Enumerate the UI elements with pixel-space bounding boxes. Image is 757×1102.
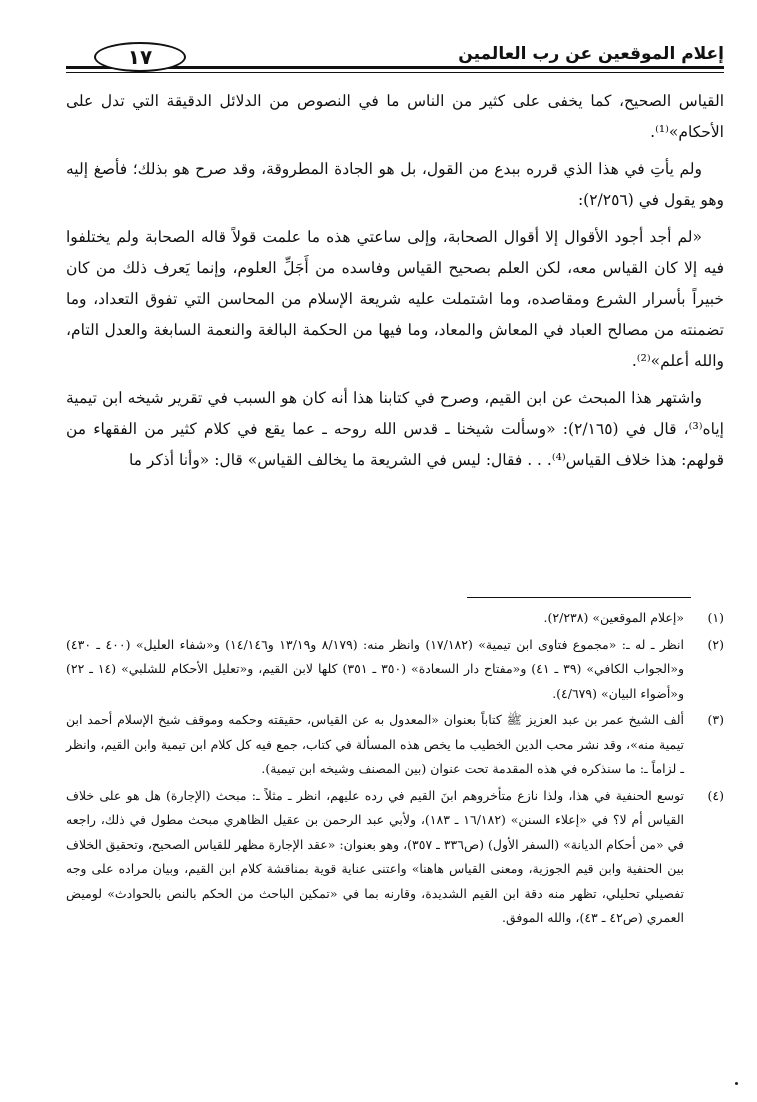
footnote-separator [467, 597, 691, 598]
running-title: إعلام الموقعين عن رب العالمين [458, 44, 724, 64]
page-mark [735, 1082, 738, 1085]
page-header [66, 38, 724, 78]
footnote-number: (١) [707, 610, 724, 625]
footnote-text: «إعلام الموقعين» (٢/٢٣٨). [543, 610, 684, 625]
main-text [66, 86, 724, 482]
footnote [66, 606, 724, 631]
footnote-text: توسع الحنفية في هذا، ولذا نازع متأخروهم ابنَ القيم في رده عليهم، انظر ـ مثلاً ـ: مبحث (الإجارة) هل هو على خلاف القياس أم لا؟ في «إعلاء السنن» (١٦/١٨٢ ـ ١٨٣)، ولأبي عبد الرحمن بن عقيل الظاهري مبحث مطول في ذلك، راجعه في «من أحكام الديانة» (السفر الأول) (ص٣٣٦ ـ ٣٥٧)، وهو بعنوان: «عقد الإجارة مظهر للقياس الصحيح، وتحقيق الخلاف بين الحنفية وابن قيم الجوزية، ومعنى القياس هاهنا» واعتنى عناية قوية بمناقشة كلام ابن القيم، وبيان مراده على وجه تفصيلي تحليلي، تظهر منه دقة ابن القيم الشديدة، وقارنه بما في «تمكين الباحث من الحكم بالنص بالحوادث» لوميض العمري (ص٤٢ ـ ٤٣)، والله الموفق. [66, 787, 685, 925]
footnote [66, 784, 724, 931]
footnote [66, 633, 724, 707]
footnote-number: (٤) [707, 787, 724, 803]
footnote [66, 708, 724, 782]
header-rule-thin [66, 72, 724, 73]
footnote-text: انظر ـ له ـ: «مجموع فتاوى ابن تيمية» (١٧/١٨٢) وانظر منه: (٨/١٧٩ و١٣/١٩ و١٤/١٤٦) و«شفاء العليل» (٤٠٠ ـ ٤٣٠) و«الجواب الكافي» (٣٩ ـ ٤١) و«مفتاح دار السعادة» (٣٥٠ ـ ٣٥١) كلها لابن القيم، و«تعليل الأحكام للشلبي» (١٤ ـ ٢٢) و«أضواء البيان» (٤/٦٧٩). [66, 636, 685, 701]
paragraph-2: ولم يأتِ في هذا الذي قرره ببدع من القول، بل هو الجادة المطروقة، وقد صرح هو بذلك؛ فأصغ إليه وهو يقول في (٢/٢٥٦): [66, 160, 724, 209]
paragraph-4: واشتهر هذا المبحث عن ابن القيم، وصرح في كتابنا هذا أنه كان هو السبب في تقرير شيخه ابن تيمية إياه⁽³⁾، قال في (٢/١٦٥): «وسألت شيخنا ـ قدس الله روحه ـ عما يقع في كلام كثير من الفقهاء من قولهم: هذا خلاف القياس⁽⁴⁾. . . فقال: ليس في الشريعة ما يخالف القياس» قال: «وأنا أذكر ما [66, 389, 724, 469]
paragraph-3: «لم أجد أجود الأقوال إلا أقوال الصحابة، وإلى ساعتي هذه ما علمت قولاً قاله الصحابة ولم يختلفوا فيه إلا كان القياس معه، لكن العلم بصحيح القياس وفاسده من أَجَلِّ العلوم، وإنما يَعرف ذلك من كان خبيراً بأسرار الشرع ومقاصده، وما اشتملت عليه شريعة الإسلام من المحاسن التي تفوق التعداد، وما تضمنته من مصالح العباد في المعاش والمعاد، وما فيها من الحكمة البالغة والنعمة السابغة والعدل التام، والله أعلم»⁽²⁾. [66, 228, 724, 370]
paragraph-1: القياس الصحيح، كما يخفى على كثير من الناس ما في النصوص من الدلائل الدقيقة التي تدل على الأحكام»⁽¹⁾. [66, 92, 724, 141]
page-number: ١٧ [127, 45, 153, 69]
footnote-text: ألف الشيخ عمر بن عبد العزيز ﷺ كتاباً بعنوان «المعدول به عن القياس، حقيقته وحكمه وموقف شيخ الإسلام أحمد ابن تيمية منه»، وقد نشر محب الدين الخطيب ما يخص هذه المسألة في كتاب، جمع فيه كل كلام ابن تيمية وابن القيم، وانظر ـ لزاماً ـ: ما سنذكره في هذه المقدمة تحت عنوان (بين المصنف وشيخه ابن تيمية). [66, 712, 684, 776]
page-number-badge [94, 42, 186, 72]
footnote-number: (٢) [707, 636, 724, 652]
footnotes [66, 606, 724, 933]
footnote-number: (٣) [707, 712, 724, 727]
